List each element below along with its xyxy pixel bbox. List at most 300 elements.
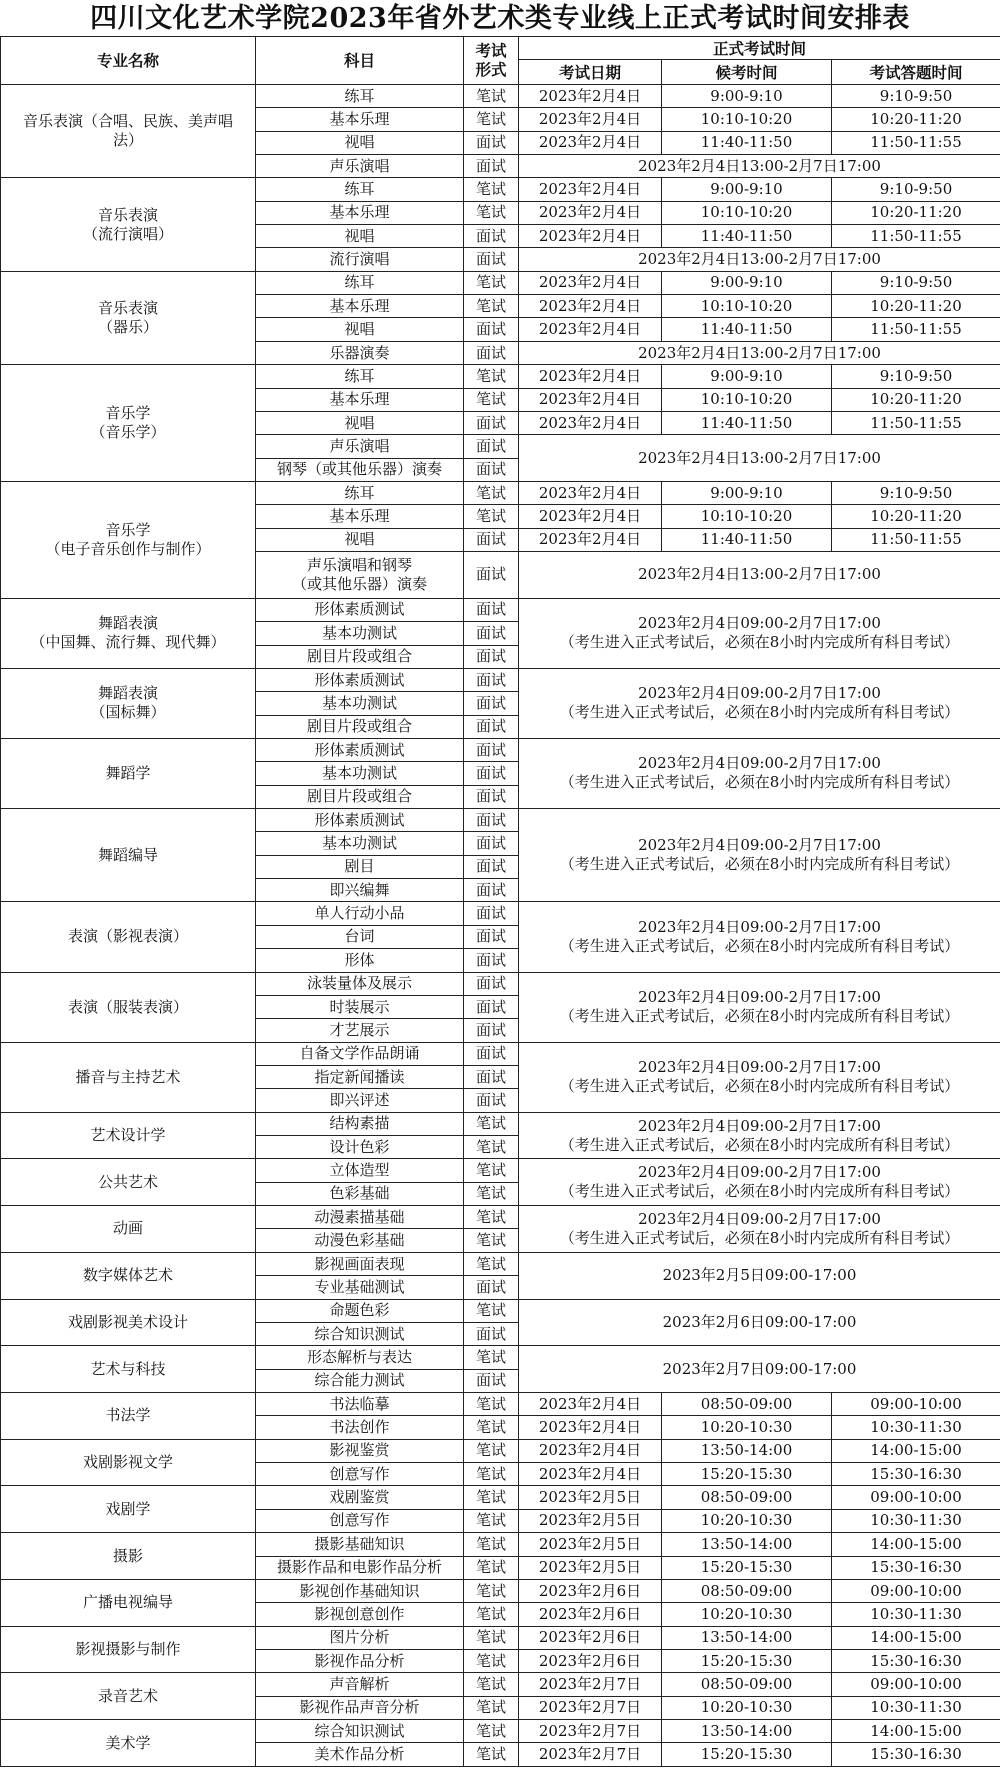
major-name [1, 1626, 256, 1673]
wait-time-cell: 9:00-9:10 [662, 178, 832, 201]
exam-form-cell: 面试 [464, 131, 519, 154]
subject-cell: 基本功测试 [256, 622, 464, 645]
text-line: 音乐表演 [97, 298, 158, 317]
subject-cell: 基本乐理 [256, 108, 464, 131]
subject-cell: 流行演唱 [256, 248, 464, 271]
merged-time-cell [519, 1346, 1000, 1393]
exam-form-cell: 笔试 [464, 1393, 519, 1416]
wait-time-cell: 10:20-10:30 [662, 1603, 832, 1626]
subject-cell: 自备文学作品朗诵 [256, 1042, 464, 1065]
text-line: （考生进入正式考试后，必须在8小时内完成所有科目考试） [559, 936, 960, 955]
subject-cell: 形体素质测试 [256, 738, 464, 761]
exam-form-cell: 面试 [464, 645, 519, 668]
table-row [1, 1533, 1000, 1556]
header-wait: 候考时间 [662, 60, 832, 85]
exam-date-cell: 2023年2月6日 [519, 1603, 662, 1626]
exam-form-cell: 面试 [464, 949, 519, 972]
merged-time-cell: 2023年2月4日13:00-2月7日17:00 [519, 552, 1000, 599]
table-row [1, 972, 1000, 995]
exam-form-cell: 面试 [464, 435, 519, 458]
exam-date-cell: 2023年2月4日 [519, 1393, 662, 1416]
exam-form-cell: 面试 [464, 552, 519, 599]
wait-time-cell: 10:20-10:30 [662, 1416, 832, 1439]
answer-time-cell: 15:30-16:30 [832, 1556, 1000, 1579]
text-line: 法） [112, 131, 143, 150]
major-name [1, 1206, 256, 1253]
exam-form-cell: 面试 [464, 1065, 519, 1088]
text-line: 动画 [112, 1219, 143, 1238]
wait-time-cell: 11:40-11:50 [662, 411, 832, 434]
subject-cell: 影视创作基础知识 [256, 1579, 464, 1602]
subject-cell: 剧目片段或组合 [256, 645, 464, 668]
header-form [464, 37, 519, 85]
subject-cell: 台词 [256, 925, 464, 948]
answer-time-cell: 11:50-11:55 [832, 528, 1000, 551]
subject-cell [256, 552, 464, 599]
exam-form-cell: 笔试 [464, 1136, 519, 1159]
table-row [1, 1346, 1000, 1369]
exam-form-cell: 笔试 [464, 1603, 519, 1626]
exam-form-cell: 面试 [464, 972, 519, 995]
exam-date-cell: 2023年2月7日 [519, 1720, 662, 1743]
exam-form-cell: 面试 [464, 692, 519, 715]
answer-time-cell: 11:50-11:55 [832, 225, 1000, 248]
subject-cell: 创意写作 [256, 1509, 464, 1532]
merged-time-cell [519, 972, 1000, 1042]
answer-time-cell: 15:30-16:30 [832, 1649, 1000, 1672]
answer-time-cell: 9:10-9:50 [832, 178, 1000, 201]
text-line: 戏剧影视美术设计 [67, 1312, 188, 1331]
subject-cell: 创意写作 [256, 1463, 464, 1486]
text-line: 2023年2月4日09:00-2月7日17:00 [638, 614, 881, 633]
answer-time-cell: 14:00-15:00 [832, 1533, 1000, 1556]
subject-cell: 单人行动小品 [256, 902, 464, 925]
exam-form-cell: 笔试 [464, 1346, 519, 1369]
merged-time-cell [519, 1042, 1000, 1112]
answer-time-cell: 10:20-11:20 [832, 108, 1000, 131]
text-line: 录音艺术 [97, 1686, 158, 1705]
answer-time-cell: 14:00-15:00 [832, 1626, 1000, 1649]
wait-time-cell: 15:20-15:30 [662, 1743, 832, 1767]
exam-form-cell: 笔试 [464, 1673, 519, 1696]
table-row [1, 902, 1000, 925]
major-name [1, 1439, 256, 1486]
wait-time-cell: 15:20-15:30 [662, 1649, 832, 1672]
major-name [1, 481, 256, 598]
answer-time-cell: 9:10-9:50 [832, 481, 1000, 504]
page-title: 四川文化艺术学院2023年省外艺术类专业线上正式考试时间安排表 [90, 3, 910, 34]
subject-cell: 基本功测试 [256, 692, 464, 715]
exam-form-cell: 面试 [464, 622, 519, 645]
subject-cell: 剧目 [256, 855, 464, 878]
exam-form-cell: 面试 [464, 1276, 519, 1299]
exam-form-cell: 面试 [464, 1042, 519, 1065]
major-name [1, 1112, 256, 1159]
exam-form-cell: 面试 [464, 879, 519, 902]
exam-form-cell: 面试 [464, 225, 519, 248]
wait-time-cell: 11:40-11:50 [662, 225, 832, 248]
text-line: 2023年2月4日09:00-2月7日17:00 [638, 917, 881, 936]
subject-cell: 基本乐理 [256, 201, 464, 224]
subject-cell: 基本乐理 [256, 505, 464, 528]
major-name [1, 598, 256, 668]
subject-cell: 剧目片段或组合 [256, 715, 464, 738]
exam-date-cell: 2023年2月5日 [519, 1556, 662, 1579]
merged-time-cell: 2023年2月4日13:00-2月7日17:00 [519, 154, 1000, 177]
table-row [1, 1720, 1000, 1743]
major-name [1, 738, 256, 808]
table-row [1, 84, 1000, 107]
answer-time-cell: 14:00-15:00 [832, 1439, 1000, 1462]
answer-time-cell: 09:00-10:00 [832, 1673, 1000, 1696]
subject-cell: 乐器演奏 [256, 341, 464, 364]
exam-form-cell: 面试 [464, 995, 519, 1018]
subject-cell: 影视画面表现 [256, 1252, 464, 1275]
text-line: （考生进入正式考试后，必须在8小时内完成所有科目考试） [559, 1077, 960, 1096]
exam-form-cell: 面试 [464, 411, 519, 434]
exam-form-cell: 笔试 [464, 178, 519, 201]
major-name [1, 178, 256, 271]
answer-time-cell: 09:00-10:00 [832, 1486, 1000, 1509]
table-row [1, 1252, 1000, 1275]
table-body [1, 37, 1000, 1767]
subject-cell: 练耳 [256, 365, 464, 388]
exam-form-cell: 笔试 [464, 201, 519, 224]
exam-date-cell: 2023年2月5日 [519, 1486, 662, 1509]
major-name [1, 365, 256, 482]
answer-time-cell: 09:00-10:00 [832, 1393, 1000, 1416]
exam-form-cell: 面试 [464, 809, 519, 832]
subject-cell: 美术作品分析 [256, 1743, 464, 1767]
merged-time-cell [519, 1159, 1000, 1206]
merged-time-cell: 2023年2月4日13:00-2月7日17:00 [519, 341, 1000, 364]
exam-form-cell: 笔试 [464, 84, 519, 107]
major-name [1, 668, 256, 738]
exam-form-cell: 面试 [464, 832, 519, 855]
exam-form-cell: 笔试 [464, 1696, 519, 1719]
answer-time-cell: 9:10-9:50 [832, 365, 1000, 388]
subject-cell: 影视作品分析 [256, 1649, 464, 1672]
exam-form-cell: 面试 [464, 762, 519, 785]
answer-time-cell: 14:00-15:00 [832, 1720, 1000, 1743]
subject-cell: 练耳 [256, 481, 464, 504]
exam-date-cell: 2023年2月7日 [519, 1743, 662, 1767]
wait-time-cell: 13:50-14:00 [662, 1626, 832, 1649]
subject-cell: 书法创作 [256, 1416, 464, 1439]
table-row [1, 1626, 1000, 1649]
subject-cell: 书法临摹 [256, 1393, 464, 1416]
wait-time-cell: 10:10-10:20 [662, 201, 832, 224]
subject-cell: 基本乐理 [256, 388, 464, 411]
subject-cell: 综合知识测试 [256, 1720, 464, 1743]
header-official-time: 正式考试时间 [519, 37, 1000, 60]
header-major: 专业名称 [1, 37, 256, 85]
text-line: 形式 [475, 60, 507, 80]
exam-date-cell: 2023年2月4日 [519, 84, 662, 107]
text-line: 广播电视编导 [82, 1593, 173, 1612]
exam-form-cell: 面试 [464, 715, 519, 738]
merged-time-cell [519, 598, 1000, 668]
exam-form-cell: 笔试 [464, 1439, 519, 1462]
table-row [1, 668, 1000, 691]
text-line: 公共艺术 [97, 1172, 158, 1191]
text-line: 表演（影视表演） [67, 927, 188, 946]
exam-date-cell: 2023年2月4日 [519, 411, 662, 434]
subject-cell: 形体 [256, 949, 464, 972]
major-name [1, 1299, 256, 1346]
exam-form-cell: 笔试 [464, 1416, 519, 1439]
subject-cell: 综合知识测试 [256, 1322, 464, 1345]
exam-date-cell: 2023年2月6日 [519, 1649, 662, 1672]
subject-cell: 才艺展示 [256, 1019, 464, 1042]
subject-cell: 视唱 [256, 318, 464, 341]
exam-date-cell: 2023年2月4日 [519, 1439, 662, 1462]
major-name [1, 84, 256, 177]
subject-cell: 专业基础测试 [256, 1276, 464, 1299]
text-line: 舞蹈编导 [97, 845, 158, 864]
wait-time-cell: 9:00-9:10 [662, 84, 832, 107]
text-line: 艺术与科技 [90, 1359, 166, 1378]
text-line: 2023年2月4日09:00-2月7日17:00 [638, 754, 881, 773]
exam-form-cell: 笔试 [464, 1252, 519, 1275]
subject-cell: 练耳 [256, 271, 464, 294]
table-row [1, 1579, 1000, 1602]
answer-time-cell: 9:10-9:50 [832, 271, 1000, 294]
wait-time-cell: 13:50-14:00 [662, 1439, 832, 1462]
text-line: 考试 [475, 41, 507, 61]
wait-time-cell: 10:10-10:20 [662, 388, 832, 411]
exam-form-cell: 笔试 [464, 1206, 519, 1229]
exam-form-cell: 笔试 [464, 271, 519, 294]
table-row [1, 1042, 1000, 1065]
exam-date-cell: 2023年2月4日 [519, 388, 662, 411]
answer-time-cell: 10:30-11:30 [832, 1696, 1000, 1719]
header-row [1, 37, 1000, 60]
text-line: 影视摄影与制作 [75, 1639, 181, 1658]
text-line: （电子音乐创作与制作） [45, 539, 211, 558]
exam-date-cell: 2023年2月7日 [519, 1696, 662, 1719]
exam-form-cell: 笔试 [464, 1229, 519, 1252]
subject-cell: 基本功测试 [256, 832, 464, 855]
exam-form-cell: 笔试 [464, 365, 519, 388]
exam-form-cell: 笔试 [464, 388, 519, 411]
subject-cell: 摄影作品和电影作品分析 [256, 1556, 464, 1579]
wait-time-cell: 10:20-10:30 [662, 1509, 832, 1532]
table-row [1, 1393, 1000, 1416]
wait-time-cell: 10:10-10:20 [662, 295, 832, 318]
exam-form-cell: 笔试 [464, 108, 519, 131]
table-row [1, 1439, 1000, 1462]
exam-date-cell: 2023年2月4日 [519, 1416, 662, 1439]
wait-time-cell: 9:00-9:10 [662, 271, 832, 294]
text-line: 2023年2月4日09:00-2月7日17:00 [638, 836, 881, 855]
text-line: （考生进入正式考试后，必须在8小时内完成所有科目考试） [559, 1228, 960, 1247]
wait-time-cell: 13:50-14:00 [662, 1533, 832, 1556]
table-row [1, 178, 1000, 201]
exam-date-cell: 2023年2月4日 [519, 201, 662, 224]
subject-cell: 动漫色彩基础 [256, 1229, 464, 1252]
subject-cell: 图片分析 [256, 1626, 464, 1649]
exam-date-cell: 2023年2月4日 [519, 295, 662, 318]
wait-time-cell: 10:10-10:20 [662, 505, 832, 528]
wait-time-cell: 11:40-11:50 [662, 131, 832, 154]
text-line: 2023年2月4日09:00-2月7日17:00 [638, 1058, 881, 1077]
table-row [1, 1206, 1000, 1229]
subject-cell: 形体素质测试 [256, 668, 464, 691]
wait-time-cell: 10:10-10:20 [662, 108, 832, 131]
major-name [1, 902, 256, 972]
subject-cell: 基本功测试 [256, 762, 464, 785]
major-name [1, 1486, 256, 1533]
text-line: 播音与主持艺术 [75, 1067, 181, 1086]
subject-cell: 形体素质测试 [256, 598, 464, 621]
answer-time-cell: 9:10-9:50 [832, 84, 1000, 107]
subject-cell: 即兴编舞 [256, 879, 464, 902]
text-line: （中国舞、流行舞、现代舞） [30, 633, 226, 652]
text-line: 书法学 [105, 1406, 151, 1425]
subject-cell: 戏剧鉴赏 [256, 1486, 464, 1509]
subject-cell: 设计色彩 [256, 1136, 464, 1159]
text-line: 音乐表演（合唱、民族、美声唱 [22, 112, 233, 131]
text-line: （考生进入正式考试后，必须在8小时内完成所有科目考试） [559, 1182, 960, 1201]
text-line: 2023年2月7日09:00-17:00 [662, 1359, 857, 1378]
wait-time-cell: 13:50-14:00 [662, 1720, 832, 1743]
table-row [1, 598, 1000, 621]
text-line: 音乐表演 [97, 205, 158, 224]
exam-form-cell: 面试 [464, 528, 519, 551]
text-line: 2023年2月4日09:00-2月7日17:00 [638, 684, 881, 703]
answer-time-cell: 11:50-11:55 [832, 411, 1000, 434]
exam-form-cell: 笔试 [464, 1159, 519, 1182]
subject-cell: 钢琴（或其他乐器）演奏 [256, 458, 464, 481]
merged-time-cell [519, 668, 1000, 738]
text-line: （器乐） [97, 317, 158, 336]
major-name [1, 1346, 256, 1393]
exam-form-cell: 面试 [464, 738, 519, 761]
wait-time-cell: 10:20-10:30 [662, 1696, 832, 1719]
answer-time-cell: 15:30-16:30 [832, 1743, 1000, 1767]
answer-time-cell: 10:20-11:20 [832, 388, 1000, 411]
exam-date-cell: 2023年2月4日 [519, 481, 662, 504]
text-line: 摄影 [112, 1546, 143, 1565]
text-line: （考生进入正式考试后，必须在8小时内完成所有科目考试） [559, 633, 960, 652]
major-name [1, 1533, 256, 1580]
subject-cell: 形态解析与表达 [256, 1346, 464, 1369]
exam-date-cell: 2023年2月4日 [519, 318, 662, 341]
answer-time-cell: 10:20-11:20 [832, 505, 1000, 528]
table-row [1, 738, 1000, 761]
wait-time-cell: 15:20-15:30 [662, 1463, 832, 1486]
answer-time-cell: 10:30-11:30 [832, 1509, 1000, 1532]
table-row [1, 1159, 1000, 1182]
exam-form-cell: 笔试 [464, 1556, 519, 1579]
table-row [1, 271, 1000, 294]
exam-form-cell: 面试 [464, 785, 519, 808]
major-name [1, 1252, 256, 1299]
exam-date-cell: 2023年2月4日 [519, 528, 662, 551]
merged-time-cell [519, 1112, 1000, 1159]
exam-date-cell: 2023年2月6日 [519, 1626, 662, 1649]
table-row [1, 1112, 1000, 1135]
exam-form-cell: 面试 [464, 341, 519, 364]
exam-date-cell: 2023年2月4日 [519, 505, 662, 528]
text-line: （考生进入正式考试后，必须在8小时内完成所有科目考试） [559, 703, 960, 722]
text-line: 声乐演唱和钢琴 [306, 555, 412, 574]
subject-cell: 即兴评述 [256, 1089, 464, 1112]
subject-cell: 指定新闻播读 [256, 1065, 464, 1088]
exam-form-cell: 笔试 [464, 1579, 519, 1602]
text-line: 2023年2月4日09:00-2月7日17:00 [638, 1209, 881, 1228]
text-line: 2023年2月6日09:00-17:00 [662, 1312, 857, 1331]
exam-form-cell: 面试 [464, 902, 519, 925]
exam-form-cell: 笔试 [464, 1720, 519, 1743]
exam-date-cell: 2023年2月4日 [519, 108, 662, 131]
text-line: 舞蹈学 [105, 763, 151, 782]
subject-cell: 动漫素描基础 [256, 1206, 464, 1229]
subject-cell: 结构素描 [256, 1112, 464, 1135]
major-name [1, 1720, 256, 1767]
exam-form-cell: 面试 [464, 668, 519, 691]
subject-cell: 练耳 [256, 178, 464, 201]
text-line: （考生进入正式考试后，必须在8小时内完成所有科目考试） [559, 855, 960, 874]
subject-cell: 剧目片段或组合 [256, 785, 464, 808]
wait-time-cell: 15:20-15:30 [662, 1556, 832, 1579]
exam-form-cell: 笔试 [464, 1299, 519, 1322]
text-line: 戏剧影视文学 [82, 1453, 173, 1472]
subject-cell: 影视作品声音分析 [256, 1696, 464, 1719]
subject-cell: 视唱 [256, 225, 464, 248]
exam-form-cell: 面试 [464, 1322, 519, 1345]
answer-time-cell: 10:20-11:20 [832, 295, 1000, 318]
merged-time-cell [519, 738, 1000, 808]
merged-time-cell [519, 1252, 1000, 1299]
exam-form-cell: 笔试 [464, 1182, 519, 1205]
exam-form-cell: 面试 [464, 1019, 519, 1042]
text-line: （音乐学） [90, 423, 166, 442]
header-date: 考试日期 [519, 60, 662, 85]
header-subject: 科目 [256, 37, 464, 85]
subject-cell: 形体素质测试 [256, 809, 464, 832]
wait-time-cell: 9:00-9:10 [662, 481, 832, 504]
text-line: （考生进入正式考试后，必须在8小时内完成所有科目考试） [559, 1135, 960, 1154]
major-name [1, 972, 256, 1042]
table-row [1, 1299, 1000, 1322]
exam-form-cell: 笔试 [464, 505, 519, 528]
exam-schedule-table [0, 36, 1000, 1767]
answer-time-cell: 09:00-10:00 [832, 1579, 1000, 1602]
exam-form-cell: 笔试 [464, 1743, 519, 1767]
major-name [1, 271, 256, 364]
exam-form-cell: 笔试 [464, 1626, 519, 1649]
exam-form-cell: 笔试 [464, 1533, 519, 1556]
text-line: 2023年2月4日09:00-2月7日17:00 [638, 988, 881, 1007]
wait-time-cell: 08:50-09:00 [662, 1673, 832, 1696]
text-line: 2023年2月5日09:00-17:00 [662, 1266, 857, 1285]
merged-time-cell [519, 1206, 1000, 1253]
exam-form-cell: 面试 [464, 855, 519, 878]
subject-cell: 综合能力测试 [256, 1369, 464, 1392]
table-row [1, 365, 1000, 388]
exam-form-cell: 面试 [464, 1089, 519, 1112]
major-name [1, 1393, 256, 1440]
exam-date-cell: 2023年2月4日 [519, 225, 662, 248]
text-line: 表演（服装表演） [67, 997, 188, 1016]
exam-form-cell: 笔试 [464, 1509, 519, 1532]
exam-form-cell: 面试 [464, 598, 519, 621]
subject-cell: 命题色彩 [256, 1299, 464, 1322]
subject-cell: 泳装量体及展示 [256, 972, 464, 995]
answer-time-cell: 11:50-11:55 [832, 318, 1000, 341]
